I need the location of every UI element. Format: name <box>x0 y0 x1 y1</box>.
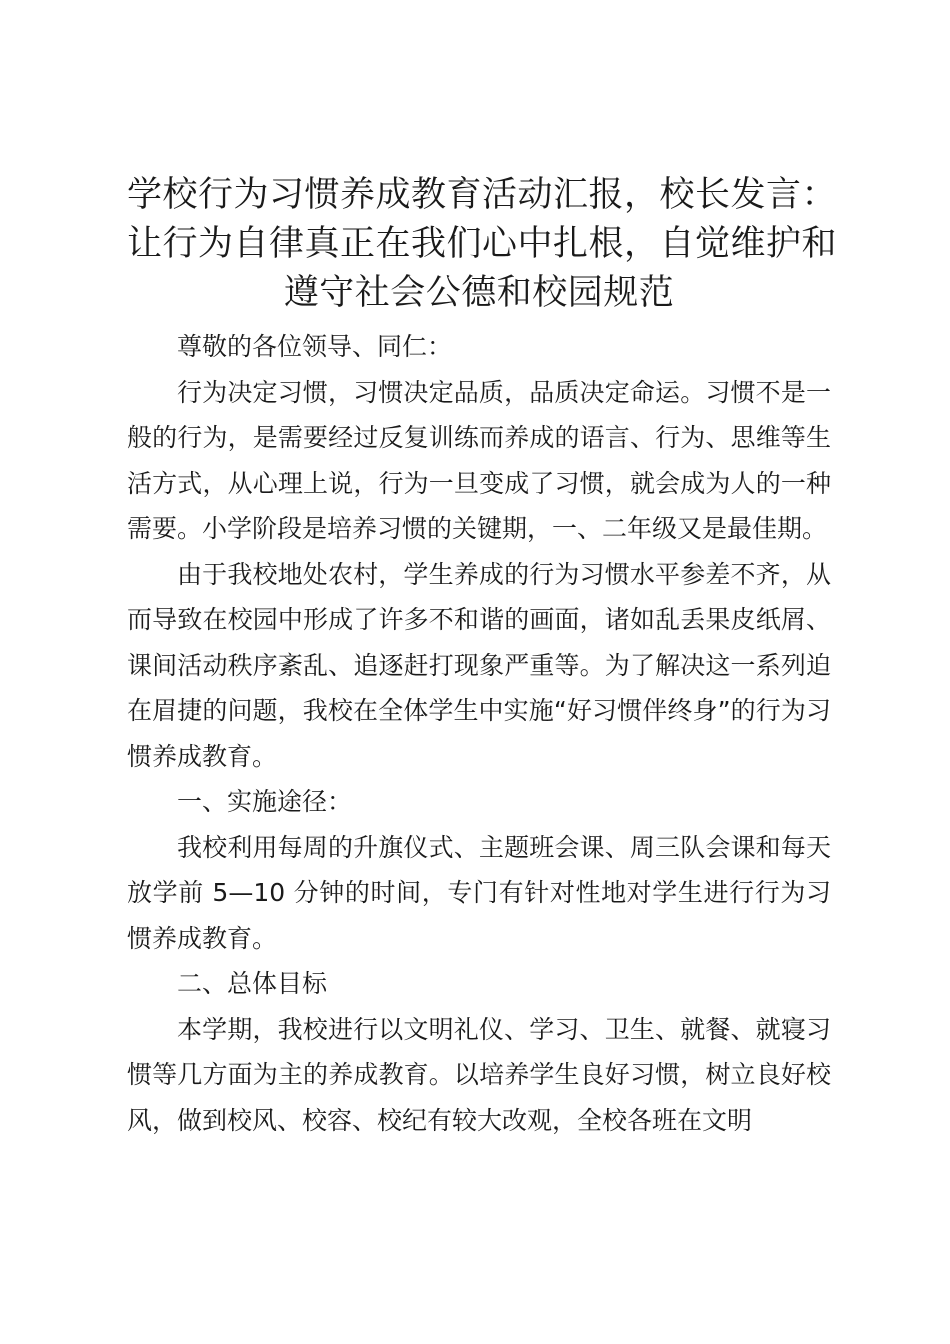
title-line-3: 遵守社会公德和校园规范 <box>283 273 675 313</box>
section-heading-2: 二、总体目标 <box>177 969 328 998</box>
paragraph-2: 由于我校地处农村，学生养成的行为习惯水平参差不齐，从而导致在校园中形成了许多不和谐的画面，诸如乱丢果皮纸屑、课间活动秩序紊乱、追逐赶打现象严重等。为了解决这一系列迫在眉捷的问题，我校在全体学生中实施“好习惯伴终身”的行为习惯养成教育。 <box>127 559 831 771</box>
document-body <box>127 324 831 1143</box>
section-heading-1: 一、实施途径： <box>177 787 353 816</box>
paragraph-1: 行为决定习惯，习惯决定品质，品质决定命运。习惯不是一般的行为，是需要经过反复训练而养成的语言、行为、思维等生活方式，从心理上说，行为一旦变成了习惯，就会成为人的一种需要。小学阶段是培养习惯的关键期，一、二年级又是最佳期。 <box>127 377 831 543</box>
document-title <box>127 171 838 318</box>
greeting: 尊敬的各位领导、同仁： <box>177 332 453 361</box>
title-line-1: 学校行为习惯养成教育活动汇报，校长发言： <box>127 175 838 215</box>
document-page <box>127 171 838 1143</box>
title-line-2: 让行为自律真正在我们心中扎根，自觉维护和 <box>127 224 838 264</box>
paragraph-3: 我校利用每周的升旗仪式、主题班会课、周三队会课和每天放学前 5—10 分钟的时间，专门有针对性地对学生进行行为习惯养成教育。 <box>127 832 831 953</box>
paragraph-4: 本学期，我校进行以文明礼仪、学习、卫生、就餐、就寝习惯等几方面为主的养成教育。以培养学生良好习惯，树立良好校风，做到校风、校容、校纪有较大改观，全校各班在文明 <box>127 1014 831 1135</box>
